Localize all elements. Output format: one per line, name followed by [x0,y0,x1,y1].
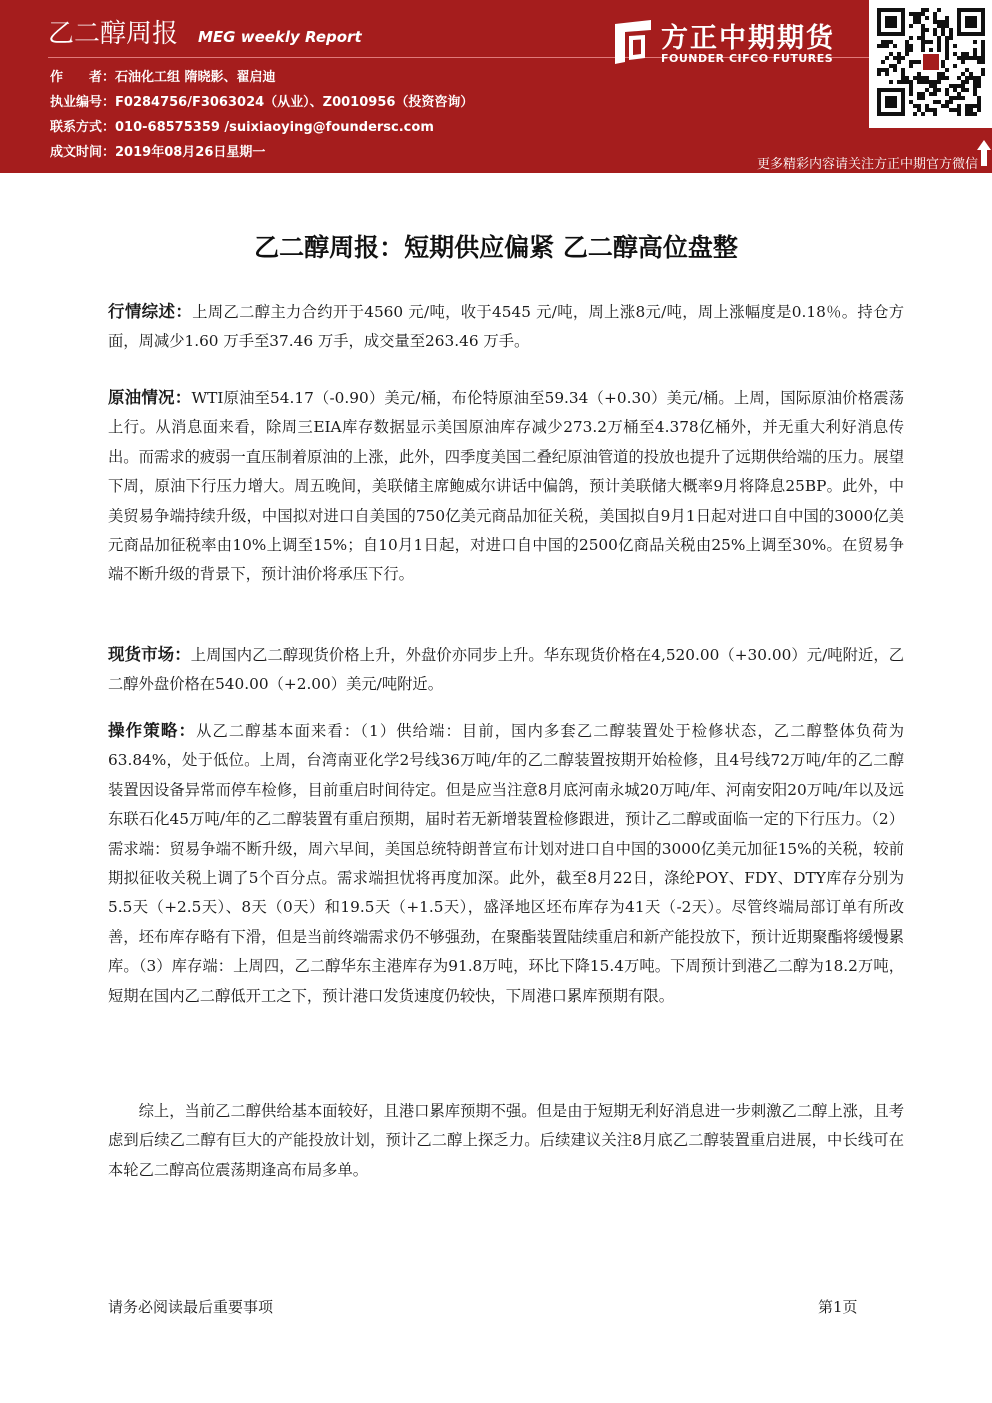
report-title-en: MEG weekly Report [198,28,362,46]
author-value: 石油化工组 隋晓影、翟启迪 [115,70,276,85]
wechat-qr-code [869,0,992,128]
page-number: 第1页 [818,1298,858,1316]
date-row [50,143,265,163]
section-body: 上周乙二醇主力合约开于4560 元/吨，收于4545 元/吨，周上涨8元/吨，周上涨幅度是0.18％。持仓方面，周减少1.60 万手至37.46 万手，成交量至263.46 万手。 [108,303,904,351]
logo-text-en: FOUNDER CIFCO FUTURES [661,52,834,65]
section-spot-market [108,640,904,700]
section-body: 从乙二醇基本面来看：（1）供给端：目前，国内多套乙二醇装置处于检修状态，乙二醇整体负荷为63.84%，处于低位。上周，台湾南亚化学2号线36万吨/年的乙二醇装置按期开始检修，且4号线72万吨/年的乙二醇装置因设备异常而停车检修，目前重启时间待定。但是应当注意8月底河南永城20万吨/年、河南安阳20万吨/年以及远东联石化45万吨/年的乙二醇装置有重启预期，届时若无新增装置检修跟进，预计乙二醇或面临一定的下行压力。（2）需求端：贸易争端不断升级，周六早间，美国总统特朗普宣布计划对进口自中国的3000亿美元加征15%的关税，较前期拟征收关税上调了5个百分点。需求端担忧将再度加深。此外，截至8月22日，涤纶POY、FDY、DTY库存分别为5.5天（+2.5天）、8天（0天）和19.5天（+1.5天），盛泽地区坯布库存为41天（-2天）。尽管终端局部订单有所改善，坯布库存略有下滑，但是当前终端需求仍不够强劲，在聚酯装置陆续重启和新产能投放下，预计近期聚酯将缓慢累库。（3）库存端：上周四，乙二醇华东主港库存为91.8万吨，环比下降15.4万吨。下周预计到港乙二醇为18.2万吨，短期在国内乙二醇低开工之下，预计港口发货速度仍较快，下周港口累库预期有限。 [108,722,904,1005]
logo-mark-icon [611,18,653,66]
company-logo [611,14,863,72]
report-header [0,0,992,173]
author-row [50,68,276,88]
contact-value[interactable]: 010-68575359 /suixiaoying@foundersc.com [115,120,434,135]
date-label: 成文时间： [50,145,116,160]
section-heading: 现货市场： [108,645,191,664]
contact-row [50,118,434,138]
section-body: 综上，当前乙二醇供给基本面较好，且港口累库预期不强。但是由于短期无利好消息进一步刺激乙二醇上涨，且考虑到后续乙二醇有巨大的产能投放计划，预计乙二醇上探乏力。后续建议关注8月底乙二醇装置重启进展，中长线可在本轮乙二醇高位震荡期逢高布局多单。 [108,1102,904,1179]
section-heading: 行情综述： [108,302,193,321]
report-title-cn: 乙二醇周报 [48,19,179,49]
contact-label: 联系方式： [50,120,116,135]
logo-text-cn: 方正中期期货 [661,23,835,54]
arrow-up-icon [976,138,992,168]
license-label: 执业编号： [50,95,116,110]
footer-notice: 请务必阅读最后重要事项 [108,1298,274,1316]
date-value: 2019年08月26日星期一 [115,145,266,160]
license-value: F0284756/F3063024（从业）、Z0010956（投资咨询） [115,95,474,110]
section-body: WTI原油至54.17（-0.90）美元/桶，布伦特原油至59.34（+0.30）美元/桶。上周，国际原油价格震荡上行。从消息面来看，除周三EIA库存数据显示美国原油库存减少273.2万桶至4.378亿桶外，并无重大利好消息传出。而需求的疲弱一直压制着原油的上涨，此外，四季度美国二叠纪原油管道的投放也提升了远期供给端的压力。展望下周，原油下行压力增大。周五晚间，美联储主席鲍威尔讲话中偏鸽，预计美联储大概率9月将降息25BP。此外，中美贸易争端持续升级，中国拟对进口自美国的750亿美元商品加征关税，美国拟自9月1日起对进口自中国的3000亿美元商品加征税率由10%上调至15%；自10月1日起，对进口自中国的2500亿商品关税由25%上调至30%。在贸易争端不断升级的背景下，预计油价将承压下行。 [108,389,905,584]
section-crude-oil [108,383,904,590]
section-strategy [108,716,904,1011]
wechat-follow-note: 更多精彩内容请关注方正中期官方微信 [756,157,978,172]
section-market-overview [108,297,904,357]
qr-code-icon [869,0,992,128]
license-row [50,93,473,113]
section-heading: 操作策略： [108,721,197,740]
document-title: 乙二醇周报：短期供应偏紧 乙二醇高位盘整 [254,233,738,262]
section-body: 上周国内乙二醇现货价格上升，外盘价亦同步上升。华东现货价格在4,520.00（+30.00）元/吨附近，乙二醇外盘价格在540.00（+2.00）美元/吨附近。 [108,646,905,694]
section-heading: 原油情况： [108,388,192,407]
author-label: 作 者： [50,70,116,85]
section-summary [108,1097,904,1185]
